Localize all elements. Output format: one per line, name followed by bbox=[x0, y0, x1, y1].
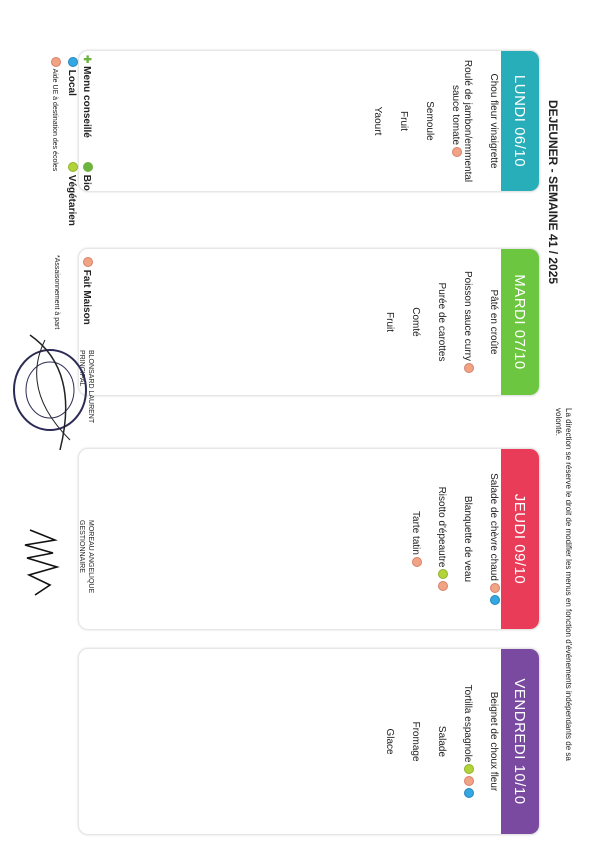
school-stamp bbox=[10, 330, 90, 460]
menu-item bbox=[487, 51, 499, 191]
day-items bbox=[395, 449, 499, 629]
day-items bbox=[369, 649, 499, 834]
disclaimer-note: La direction se réserve le droit de modifier les menus en fonction d'événements indépendants de sa volonté. bbox=[554, 408, 573, 761]
menu-item-label: Risotto d'épeautre bbox=[436, 486, 447, 568]
vegetarien-icon bbox=[464, 764, 474, 774]
day-card-jeudi bbox=[78, 448, 540, 630]
menu-item-label: Blanquette de veau bbox=[462, 495, 473, 583]
menu-item bbox=[461, 449, 473, 629]
day-items bbox=[369, 249, 499, 395]
menu-item bbox=[397, 51, 409, 191]
fait-maison-icon bbox=[464, 363, 474, 373]
day-header: LUNDI 06/10 bbox=[501, 51, 539, 191]
menu-item bbox=[435, 649, 447, 834]
menu-item bbox=[487, 249, 499, 395]
legend-local bbox=[66, 55, 77, 96]
day-items bbox=[357, 51, 499, 191]
bio-icon bbox=[83, 162, 93, 172]
ue-icon bbox=[51, 57, 61, 67]
menu-item-label: Glace bbox=[384, 728, 395, 755]
principal-role: PRINCIPAL bbox=[78, 350, 85, 387]
fait-maison-icon bbox=[438, 581, 448, 591]
local-icon bbox=[490, 595, 500, 605]
menu-conseille-icon: ✚ bbox=[81, 55, 92, 64]
gestionnaire-role: GESTIONNAIRE bbox=[78, 520, 85, 573]
fait-maison-icon bbox=[464, 776, 474, 786]
legend-aide-ue bbox=[50, 55, 60, 171]
legend-vegetarien bbox=[66, 160, 77, 226]
menu-item bbox=[383, 649, 395, 834]
menu-item bbox=[487, 649, 499, 834]
menu-item-label: Yaourt bbox=[372, 106, 383, 136]
day-card-lundi bbox=[78, 50, 540, 192]
menu-item bbox=[383, 249, 395, 395]
vegetarien-icon bbox=[68, 162, 78, 172]
legend-menu-conseille bbox=[81, 55, 92, 138]
page-title: DEJEUNER - SEMAINE 41 / 2025 bbox=[546, 100, 560, 285]
legend-label: Aide UE à destination des écoles bbox=[51, 68, 59, 172]
legend-fait-maison bbox=[81, 255, 92, 325]
fait-maison-icon bbox=[490, 583, 500, 593]
menu-item bbox=[435, 249, 447, 395]
day-card-vendredi bbox=[78, 648, 540, 835]
legend-label: Menu conseillé bbox=[81, 66, 92, 138]
menu-item-label: Purée de carottes bbox=[436, 282, 447, 362]
menu-item-label: Tortilla espagnole bbox=[462, 684, 473, 763]
legend-assaisonnement bbox=[53, 255, 60, 329]
menu-item bbox=[409, 449, 421, 629]
legend-label: Bio bbox=[81, 174, 92, 191]
legend-label: Fait Maison bbox=[81, 269, 92, 325]
menu-item bbox=[409, 649, 421, 834]
gestionnaire-name: MOREAU ANGELIQUE bbox=[87, 520, 94, 594]
legend-label: Local bbox=[66, 69, 77, 96]
menu-item bbox=[423, 51, 435, 191]
menu-item-label: Poisson sauce curry bbox=[462, 270, 473, 362]
menu-item-label: Tarte tatin bbox=[410, 511, 421, 555]
day-card-mardi bbox=[78, 248, 540, 396]
menu-item-label: Fruit bbox=[384, 312, 395, 332]
gestionnaire-signature bbox=[15, 525, 65, 605]
menu-item bbox=[435, 449, 447, 629]
menu-item-label: Salade bbox=[436, 725, 447, 758]
local-icon bbox=[68, 57, 78, 67]
fait-maison-icon bbox=[412, 557, 422, 567]
local-icon bbox=[464, 788, 474, 798]
fait-maison-icon bbox=[452, 147, 462, 157]
menu-item-label: Fruit bbox=[398, 111, 409, 131]
menu-item bbox=[409, 249, 421, 395]
menu-item bbox=[461, 249, 473, 395]
fait-maison-icon bbox=[83, 257, 93, 267]
legend-bio bbox=[81, 160, 92, 191]
gestionnaire-signature-block bbox=[77, 520, 95, 593]
legend-label: *Assaisonnement à part bbox=[53, 255, 60, 330]
menu-item bbox=[371, 51, 383, 191]
menu-item bbox=[449, 51, 473, 191]
menu-item bbox=[487, 449, 499, 629]
menu-item-label: Roulé de jambon/emmental sauce tomate bbox=[450, 59, 473, 183]
menu-item bbox=[461, 649, 473, 834]
menu-item-label: Salade de chèvre chaud bbox=[488, 473, 499, 581]
day-header: JEUDI 09/10 bbox=[501, 449, 539, 629]
menu-item-label: Chou fleur vinaigrette bbox=[488, 73, 499, 169]
day-header: VENDREDI 10/10 bbox=[501, 649, 539, 834]
menu-item-label: Fromage bbox=[410, 721, 421, 762]
legend-label: Végétarien bbox=[66, 174, 77, 226]
menu-item-label: Semoule bbox=[424, 101, 435, 141]
vegetarien-icon bbox=[438, 569, 448, 579]
principal-name: BLONSARD LAURENT bbox=[87, 350, 94, 424]
menu-item-label: Beignet de choux fleur bbox=[488, 691, 499, 792]
day-header: MARDI 07/10 bbox=[501, 249, 539, 395]
menu-item-label: Pâté en croûte bbox=[488, 289, 499, 355]
menu-item-label: Comté bbox=[410, 307, 421, 337]
